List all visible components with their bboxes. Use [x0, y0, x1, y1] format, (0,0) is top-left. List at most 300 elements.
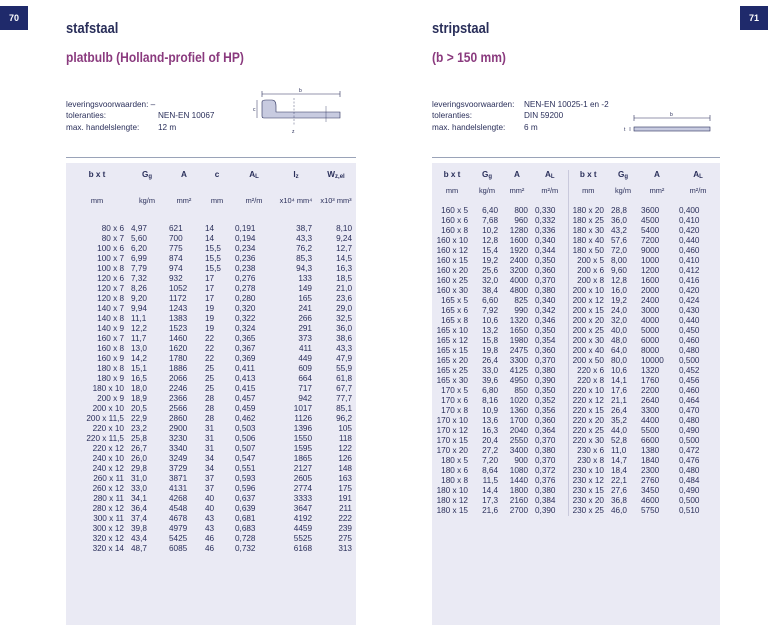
table-cell: 118: [338, 433, 352, 443]
table-cell: 1550: [293, 433, 312, 443]
table-cell: 3400: [509, 445, 528, 455]
table-row: [432, 426, 720, 436]
table-cell: 160 x 6: [441, 215, 468, 225]
table-cell: 1780: [169, 353, 188, 363]
table-cell: 850: [514, 385, 528, 395]
table-cell: 8,26: [131, 283, 147, 293]
table-cell: 260 x 12: [92, 483, 124, 493]
col-header-a: A: [181, 170, 187, 179]
table-cell: 240 x 12: [92, 463, 124, 473]
table-cell: 200 x 5: [568, 256, 608, 266]
table-cell: 2300: [641, 465, 660, 475]
table-cell: 5000: [641, 325, 660, 335]
table-cell: 100 x 7: [97, 253, 124, 263]
table-cell: 0,490: [679, 425, 700, 435]
table-cell: 211: [338, 503, 352, 513]
table-cell: 23,6: [336, 293, 352, 303]
table-cell: 0,380: [535, 485, 556, 495]
table-cell: 1017: [293, 403, 312, 413]
table-cell: 180 x 8: [97, 363, 124, 373]
table-cell: 11,0: [611, 445, 627, 455]
table-cell: 28,8: [611, 206, 627, 215]
table-cell: 1865: [293, 453, 312, 463]
table-cell: 1080: [509, 465, 528, 475]
table-cell: 2400: [641, 295, 660, 305]
table-cell: 2475: [509, 345, 528, 355]
table-cell: 149: [298, 283, 312, 293]
table-cell: 28: [205, 413, 215, 423]
table-cell: 0,191: [235, 224, 256, 233]
table-cell: 15,4: [482, 245, 498, 255]
table-cell: 3600: [641, 206, 660, 215]
unit: kg/m: [614, 186, 631, 195]
table-cell: 28: [205, 403, 215, 413]
table-cell: 2040: [509, 425, 528, 435]
table-cell: 0,234: [235, 243, 256, 253]
table-cell: 46: [205, 543, 215, 553]
table-cell: 9,60: [611, 265, 627, 275]
dim-c-label: c: [253, 107, 256, 113]
table-cell: 1523: [169, 323, 188, 333]
table-cell: 230 x 8: [568, 456, 608, 466]
table-cell: 3340: [169, 443, 188, 453]
table-cell: 2066: [169, 373, 188, 383]
table-cell: 100 x 6: [97, 243, 124, 253]
table-cell: 43,3: [336, 343, 352, 353]
table-cell: 0,390: [535, 505, 556, 515]
table-cell: 0,411: [235, 363, 255, 373]
table-row: [66, 354, 356, 364]
table-cell: 0,278: [235, 283, 256, 293]
table-cell: 32,5: [336, 313, 352, 323]
table-cell: 1380: [641, 445, 660, 455]
table-cell: 6,99: [131, 253, 147, 263]
table-cell: 0,336: [535, 225, 556, 235]
table-cell: 4548: [169, 503, 188, 513]
table-cell: 1320: [509, 315, 528, 325]
table-cell: 2760: [641, 475, 660, 485]
table-cell: 52,8: [611, 435, 627, 445]
unit: mm: [568, 184, 608, 206]
table-cell: 16,3: [336, 263, 352, 273]
spec-value: 6 m: [524, 122, 538, 132]
table-cell: 24,0: [611, 305, 627, 315]
axis-z-label: z: [292, 129, 295, 135]
table-cell: 0,416: [679, 275, 700, 285]
table-cell: 80 x 6: [101, 224, 124, 233]
table-cell: 165 x 5: [441, 295, 468, 305]
table-cell: 200 x 12: [568, 296, 608, 306]
table-cell: 14,1: [611, 375, 627, 385]
table-cell: 300 x 12: [92, 523, 124, 533]
table-cell: 16,5: [131, 373, 147, 383]
table-cell: 1320: [641, 365, 660, 375]
table-cell: 6085: [169, 543, 188, 553]
table-cell: 2640: [641, 395, 660, 405]
table-cell: 0,484: [679, 475, 700, 485]
table-cell: 180 x 9: [97, 373, 124, 383]
unit: m²/m: [541, 186, 559, 195]
table-cell: 170 x 12: [436, 425, 468, 435]
table-cell: 165 x 25: [436, 365, 468, 375]
table-cell: 19,8: [482, 345, 498, 355]
table-cell: 0,460: [679, 245, 700, 255]
table-cell: 266: [298, 313, 312, 323]
table-cell: 0,440: [679, 315, 700, 325]
table-cell: 2366: [169, 393, 188, 403]
table-cell: 1360: [509, 405, 528, 415]
dim-b-label: b: [670, 112, 673, 118]
table-cell: 0,400: [679, 206, 700, 215]
table-cell: 222: [338, 513, 352, 523]
table-cell: 300 x 11: [93, 513, 124, 523]
table-cell: 0,413: [235, 373, 256, 383]
spec-value: NEN-EN 10067: [158, 111, 215, 121]
table-cell: 874: [169, 253, 183, 263]
table-cell: 280 x 12: [92, 503, 124, 513]
table-cell: 220 x 6: [568, 366, 608, 376]
table-cell: 12,2: [131, 323, 147, 333]
table-cell: 61,8: [336, 373, 352, 383]
table-cell: 230 x 15: [568, 486, 608, 496]
table-row: [432, 386, 720, 396]
table-cell: 241: [298, 303, 312, 313]
table-cell: 85,1: [336, 403, 352, 413]
table-cell: 4400: [641, 415, 660, 425]
table-cell: 160 x 8: [441, 225, 468, 235]
table-cell: 932: [169, 273, 183, 283]
table-cell: 32,0: [482, 275, 498, 285]
table-cell: 7200: [641, 235, 660, 245]
table-row: [66, 424, 356, 434]
table-cell: 160 x 30: [436, 285, 468, 295]
table-cell: 15,5: [205, 253, 221, 263]
table-cell: 38,6: [336, 333, 352, 343]
table-cell: 165 x 8: [441, 315, 468, 325]
table-cell: 200 x 10: [568, 286, 608, 296]
table-cell: 77,7: [336, 393, 352, 403]
table-cell: 0,420: [679, 225, 700, 235]
table-cell: 31: [205, 433, 215, 443]
table-cell: 1620: [169, 343, 188, 353]
table-cell: 2400: [509, 255, 528, 265]
table-cell: 9,24: [336, 233, 352, 243]
table-cell: 2550: [509, 435, 528, 445]
unit: x10³ mm³: [320, 196, 352, 205]
table-cell: 22: [205, 353, 215, 363]
table-row: [66, 534, 356, 544]
table-cell: 0,380: [535, 365, 556, 375]
table-cell: 26,4: [482, 355, 498, 365]
table-cell: 0,639: [235, 503, 256, 513]
table-cell: 13,0: [131, 343, 147, 353]
table-row: [432, 416, 720, 426]
table-cell: 160 x 10: [436, 235, 468, 245]
table-cell: 7,68: [482, 215, 498, 225]
col-header-bxt: b x t: [568, 170, 608, 184]
table-row: [432, 486, 720, 496]
table-cell: 34,1: [131, 493, 147, 503]
table-cell: 0,390: [535, 375, 556, 385]
table-cell: 220 x 12: [568, 396, 608, 406]
table-cell: 373: [298, 333, 312, 343]
table-cell: 16,0: [611, 285, 627, 295]
table-cell: 4000: [641, 315, 660, 325]
table-cell: 3871: [169, 473, 188, 483]
table-cell: 1396: [293, 423, 312, 433]
table-cell: 4678: [169, 513, 188, 523]
table-cell: 31: [205, 423, 215, 433]
table-cell: 0,500: [679, 435, 700, 445]
table-cell: 16,3: [482, 425, 498, 435]
bulb-flat-profile-diagram: [252, 86, 348, 136]
table-cell: 180 x 30: [568, 226, 608, 236]
table-cell: 2900: [169, 423, 188, 433]
table-cell: 35,2: [611, 415, 627, 425]
table-row: [66, 374, 356, 384]
table-row: [66, 314, 356, 324]
bulb-flat-table: [66, 170, 356, 553]
table-row: [66, 434, 356, 444]
table-cell: 120 x 7: [97, 283, 124, 293]
table-cell: 26,4: [611, 405, 627, 415]
table-row: [66, 284, 356, 294]
table-cell: 1595: [293, 443, 312, 453]
table-row: [66, 224, 356, 234]
table-row: [66, 334, 356, 344]
table-cell: 9,94: [131, 303, 147, 313]
table-cell: 220 x 12: [92, 443, 124, 453]
table-cell: 46,0: [611, 505, 627, 515]
table-cell: 31,0: [131, 473, 147, 483]
table-cell: 160 x 25: [436, 275, 468, 285]
table-cell: 6168: [293, 543, 312, 553]
col-header-bxt: b x t: [443, 170, 461, 179]
table-cell: 22: [205, 343, 215, 353]
table-cell: 230 x 10: [568, 466, 608, 476]
table-cell: 2000: [641, 285, 660, 295]
table-cell: 43,3: [296, 233, 312, 243]
table-cell: 1600: [641, 275, 660, 285]
col-header-bxt: b x t: [88, 170, 106, 179]
table-cell: 1886: [169, 363, 188, 373]
table-cell: 0,450: [679, 325, 700, 335]
table-row: [66, 264, 356, 274]
table-row: [432, 346, 720, 356]
table-cell: 5,60: [131, 233, 147, 243]
table-cell: 8,10: [336, 224, 352, 233]
table-row: [432, 366, 720, 376]
unit: mm: [445, 186, 459, 195]
table-cell: 0,238: [235, 263, 256, 273]
table-cell: 10,6: [611, 365, 627, 375]
table-cell: 160 x 12: [436, 245, 468, 255]
table-cell: 22,1: [611, 475, 627, 485]
table-cell: 0,462: [235, 413, 256, 423]
table-cell: 10,2: [482, 225, 498, 235]
col-header-al: $A_L$: [249, 170, 259, 180]
table-cell: 26,0: [131, 453, 147, 463]
table-row: [66, 394, 356, 404]
table-cell: 4500: [641, 215, 660, 225]
col-header-a: A: [514, 170, 520, 179]
table-cell: 0,506: [235, 433, 256, 443]
table-cell: 57,6: [611, 235, 627, 245]
table-cell: 170 x 6: [441, 395, 468, 405]
table-row: [66, 524, 356, 534]
table-cell: 100 x 8: [97, 263, 124, 273]
table-cell: 609: [298, 363, 312, 373]
unit: mm²: [176, 196, 192, 205]
table-cell: 3300: [509, 355, 528, 365]
table-cell: 1000: [641, 255, 660, 265]
table-cell: 25,8: [131, 433, 147, 443]
table-cell: 230 x 12: [568, 476, 608, 486]
table-row: [66, 504, 356, 514]
table-cell: 4459: [293, 523, 312, 533]
table-cell: 800: [514, 206, 528, 215]
table-cell: 2246: [169, 383, 188, 393]
table-cell: 0,415: [235, 383, 256, 393]
table-cell: 200 x 40: [568, 346, 608, 356]
table-row: [432, 506, 720, 516]
table-cell: 0,372: [535, 465, 556, 475]
divider: [66, 157, 356, 158]
table-cell: 38,4: [482, 285, 498, 295]
table-cell: 180 x 5: [441, 455, 468, 465]
table-cell: 8000: [641, 345, 660, 355]
table-cell: 5525: [293, 533, 312, 543]
spec-label: toleranties:: [432, 111, 473, 121]
table-cell: 0,459: [235, 403, 256, 413]
table-cell: 19: [205, 323, 215, 333]
table-cell: 34: [205, 463, 215, 473]
page-title: stripstaal: [432, 20, 490, 37]
table-row: [66, 344, 356, 354]
spec-value: DIN 59200: [524, 111, 564, 121]
table-cell: 717: [298, 383, 312, 393]
table-cell: 0,457: [235, 393, 256, 403]
table-cell: 25: [205, 373, 215, 383]
table-cell: 10000: [641, 355, 664, 365]
table-cell: 0,456: [679, 375, 700, 385]
table-cell: 148: [338, 463, 352, 473]
spec-label: toleranties:: [66, 111, 107, 121]
table-cell: 180 x 10: [92, 383, 124, 393]
table-cell: 200 x 20: [568, 316, 608, 326]
table-cell: 14: [205, 224, 215, 233]
table-cell: 40,0: [611, 325, 627, 335]
table-cell: 6,40: [482, 206, 498, 215]
table-cell: 43: [205, 523, 215, 533]
table-cell: 4800: [509, 285, 528, 295]
table-cell: 140 x 9: [97, 323, 124, 333]
spec-label: leveringsvoorwaarden: –: [66, 100, 156, 109]
table-cell: 220 x 20: [568, 416, 608, 426]
table-cell: 8,00: [611, 255, 627, 265]
unit: m²/m: [689, 186, 707, 195]
table-cell: 165 x 10: [436, 325, 468, 335]
table-cell: 320 x 12: [92, 533, 124, 543]
table-row: [432, 206, 720, 216]
table-cell: 0,410: [679, 255, 700, 265]
spec-label: max. handelslengte:: [66, 122, 140, 132]
table-cell: 1800: [509, 485, 528, 495]
table-cell: 31: [205, 443, 215, 453]
col-header-a: A: [654, 170, 660, 179]
table-cell: 17: [205, 273, 215, 283]
table-cell: 3230: [169, 433, 188, 443]
table-cell: 1700: [509, 415, 528, 425]
table-cell: 200 x 6: [568, 266, 608, 276]
table-cell: 1920: [509, 245, 528, 255]
col-header-wz: $W_{z,el}$: [327, 170, 345, 180]
table-cell: 2605: [293, 473, 312, 483]
table-cell: 0,596: [235, 483, 256, 493]
table-cell: 33,0: [131, 483, 147, 493]
dim-t-label: t: [624, 127, 626, 133]
table-header-row: [66, 170, 356, 194]
table-cell: 25: [205, 363, 215, 373]
table-cell: 0,412: [679, 265, 700, 275]
table-cell: 133: [298, 273, 312, 283]
table-cell: 0,440: [679, 235, 700, 245]
table-cell: 67,7: [336, 383, 352, 393]
table-cell: 0,480: [679, 415, 700, 425]
table-cell: 4950: [509, 375, 528, 385]
table-cell: 22,9: [131, 413, 147, 423]
col-header-g: $G_g$: [481, 170, 493, 180]
table-cell: 15,8: [482, 335, 498, 345]
table-cell: 13,6: [482, 415, 498, 425]
table-cell: 25: [205, 383, 215, 393]
table-cell: 1280: [509, 225, 528, 235]
table-cell: 40: [205, 493, 215, 503]
table-cell: 3200: [509, 265, 528, 275]
table-cell: 230 x 6: [568, 446, 608, 456]
table-cell: 1460: [169, 333, 188, 343]
table-row: [432, 476, 720, 486]
table-row: [66, 404, 356, 414]
table-cell: 200 x 25: [568, 326, 608, 336]
table-cell: 1172: [169, 293, 187, 303]
table-cell: 120 x 8: [97, 293, 124, 303]
table-cell: 55,9: [336, 363, 352, 373]
table-cell: 34: [205, 453, 215, 463]
table-cell: 191: [338, 493, 352, 503]
table-cell: 0,280: [235, 293, 256, 303]
table-cell: 37,4: [131, 513, 147, 523]
table-cell: 0,500: [679, 355, 700, 365]
col-header-c: c: [214, 170, 220, 179]
table-cell: 0,356: [535, 405, 556, 415]
table-cell: 23,2: [131, 423, 147, 433]
table-cell: 200 x 9: [97, 393, 124, 403]
table-cell: 170 x 10: [436, 415, 468, 425]
unit: x10⁴ mm⁴: [279, 196, 313, 205]
table-cell: 313: [338, 543, 352, 553]
table-cell: 200 x 15: [568, 306, 608, 316]
divider: [432, 157, 720, 158]
table-cell: 4192: [293, 513, 312, 523]
table-cell: 0,350: [535, 385, 556, 395]
table-cell: 36,0: [336, 323, 352, 333]
col-header-g: $G_g$: [141, 170, 153, 180]
table-cell: 0,430: [679, 305, 700, 315]
table-cell: 0,728: [235, 533, 256, 543]
table-cell: 1980: [509, 335, 528, 345]
table-cell: 0,510: [679, 505, 700, 515]
